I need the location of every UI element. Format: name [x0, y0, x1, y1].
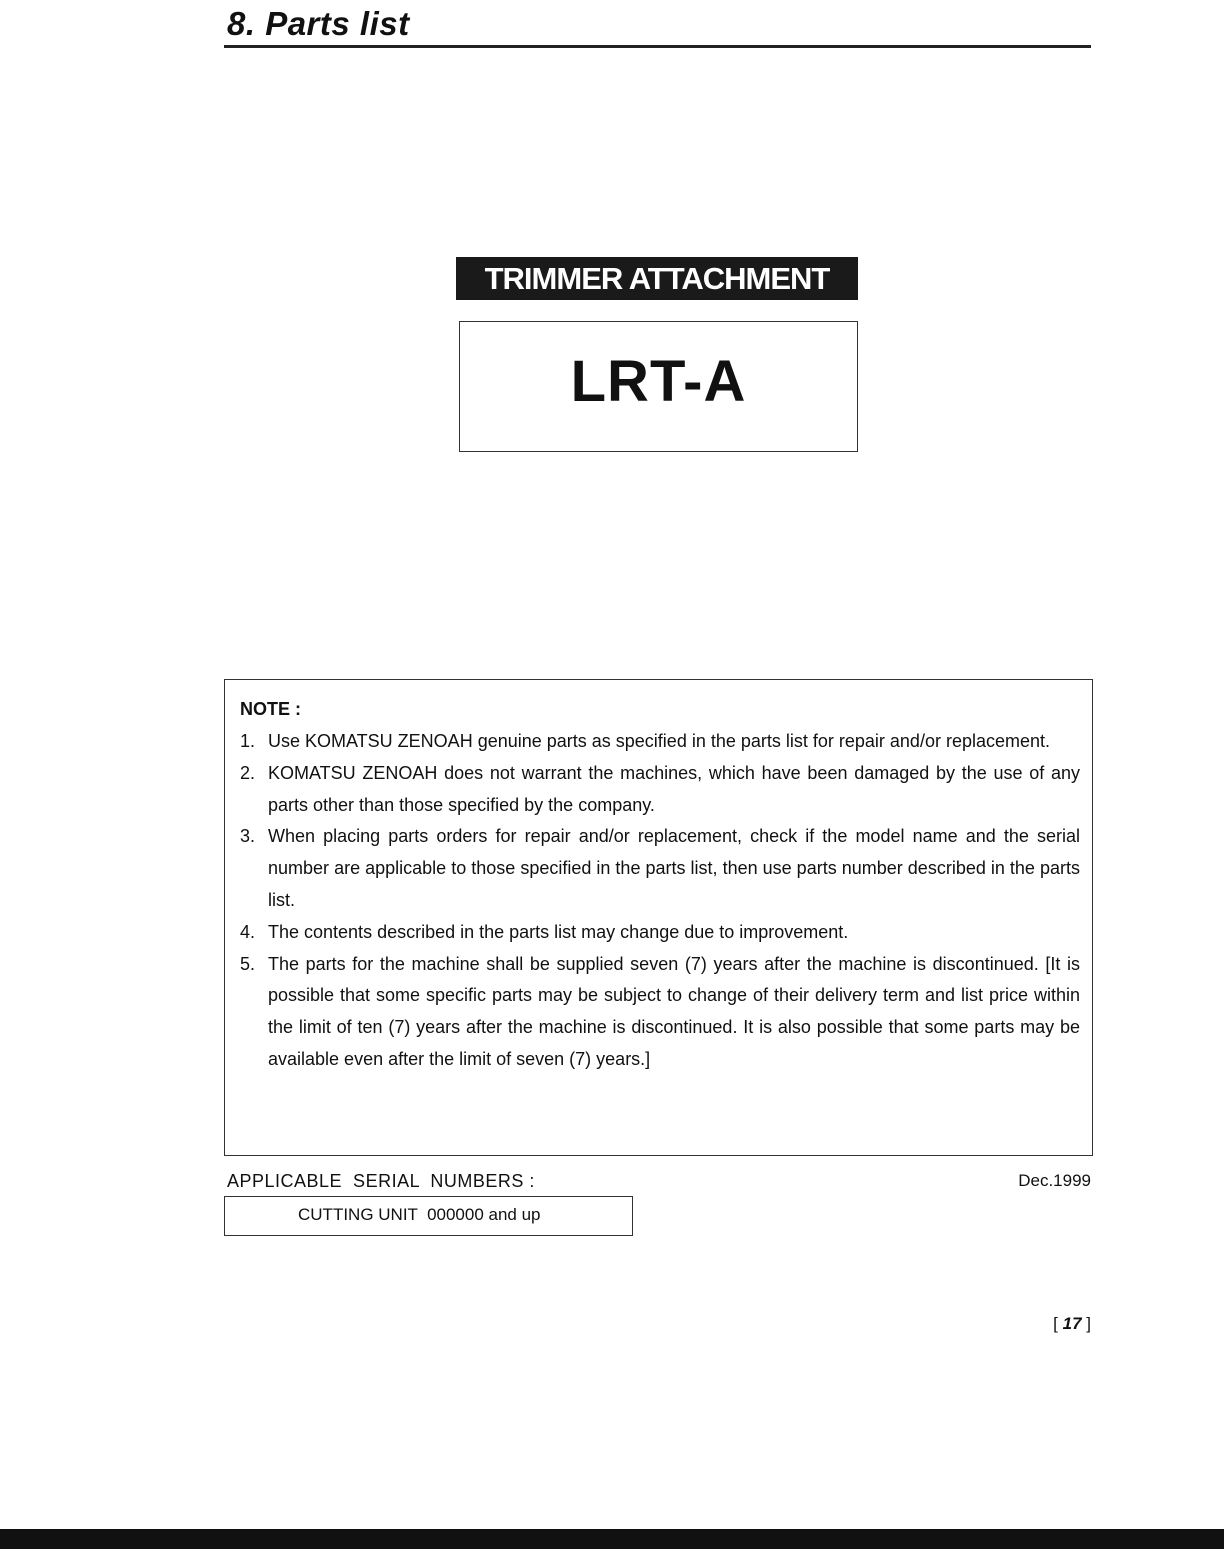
- note-item-number: 4.: [240, 921, 256, 942]
- note-item-text: Use KOMATSU ZENOAH genuine parts as specified in the parts list for repair and/or replacement.: [268, 731, 1050, 751]
- page-number-value: 17: [1062, 1314, 1082, 1333]
- serial-numbers-box: [224, 1196, 633, 1236]
- section-title: 8. Parts list: [227, 5, 410, 42]
- page-bracket-open: [: [1053, 1314, 1058, 1333]
- serial-numbers-value: CUTTING UNIT 000000 and up: [298, 1205, 541, 1224]
- note-box: [224, 679, 1093, 1156]
- model-box: [459, 321, 858, 452]
- note-item-2: [240, 758, 1080, 822]
- note-item-number: 3.: [240, 826, 256, 847]
- note-item-1: [240, 726, 1080, 758]
- note-item-number: 5.: [240, 953, 256, 974]
- note-item-5: [240, 949, 1080, 1076]
- page-number: [1040, 1313, 1091, 1335]
- note-item-text: KOMATSU ZENOAH does not warrant the machines, which have been damaged by the use of any parts other than those specified by the company.: [268, 762, 1080, 815]
- page-bracket-close: ]: [1086, 1314, 1091, 1333]
- publication-date: Dec.1999: [1018, 1171, 1091, 1190]
- note-item-text: The contents described in the parts list may change due to improvement.: [268, 921, 849, 942]
- note-item-3: [240, 821, 1080, 916]
- note-item-4: [240, 917, 1080, 949]
- note-item-number: 1.: [240, 731, 256, 751]
- bottom-edge-bar: [0, 1529, 1224, 1549]
- note-item-number: 2.: [240, 762, 256, 783]
- note-list: [240, 726, 1080, 1076]
- note-item-text: The parts for the machine shall be supplied seven (7) years after the machine is discontinued. [It is possible that some specific parts may be subject to change of their delivery term and list price within the limit of ten (7) years after the machine is discontinued. It is also possible that some parts may be available even after the limit of seven (7) years.]: [268, 953, 1080, 1069]
- serial-numbers-label: APPLICABLE SERIAL NUMBERS :: [227, 1171, 535, 1191]
- model-name: LRT-A: [570, 349, 747, 414]
- title-rule: [224, 45, 1091, 48]
- note-heading: NOTE :: [240, 699, 301, 719]
- category-banner: TRIMMER ATTACHMENT: [456, 257, 858, 300]
- note-item-text: When placing parts orders for repair and/or replacement, check if the model name and the serial number are applicable to those specified in the parts list, then use parts number described in the parts list.: [268, 826, 1080, 910]
